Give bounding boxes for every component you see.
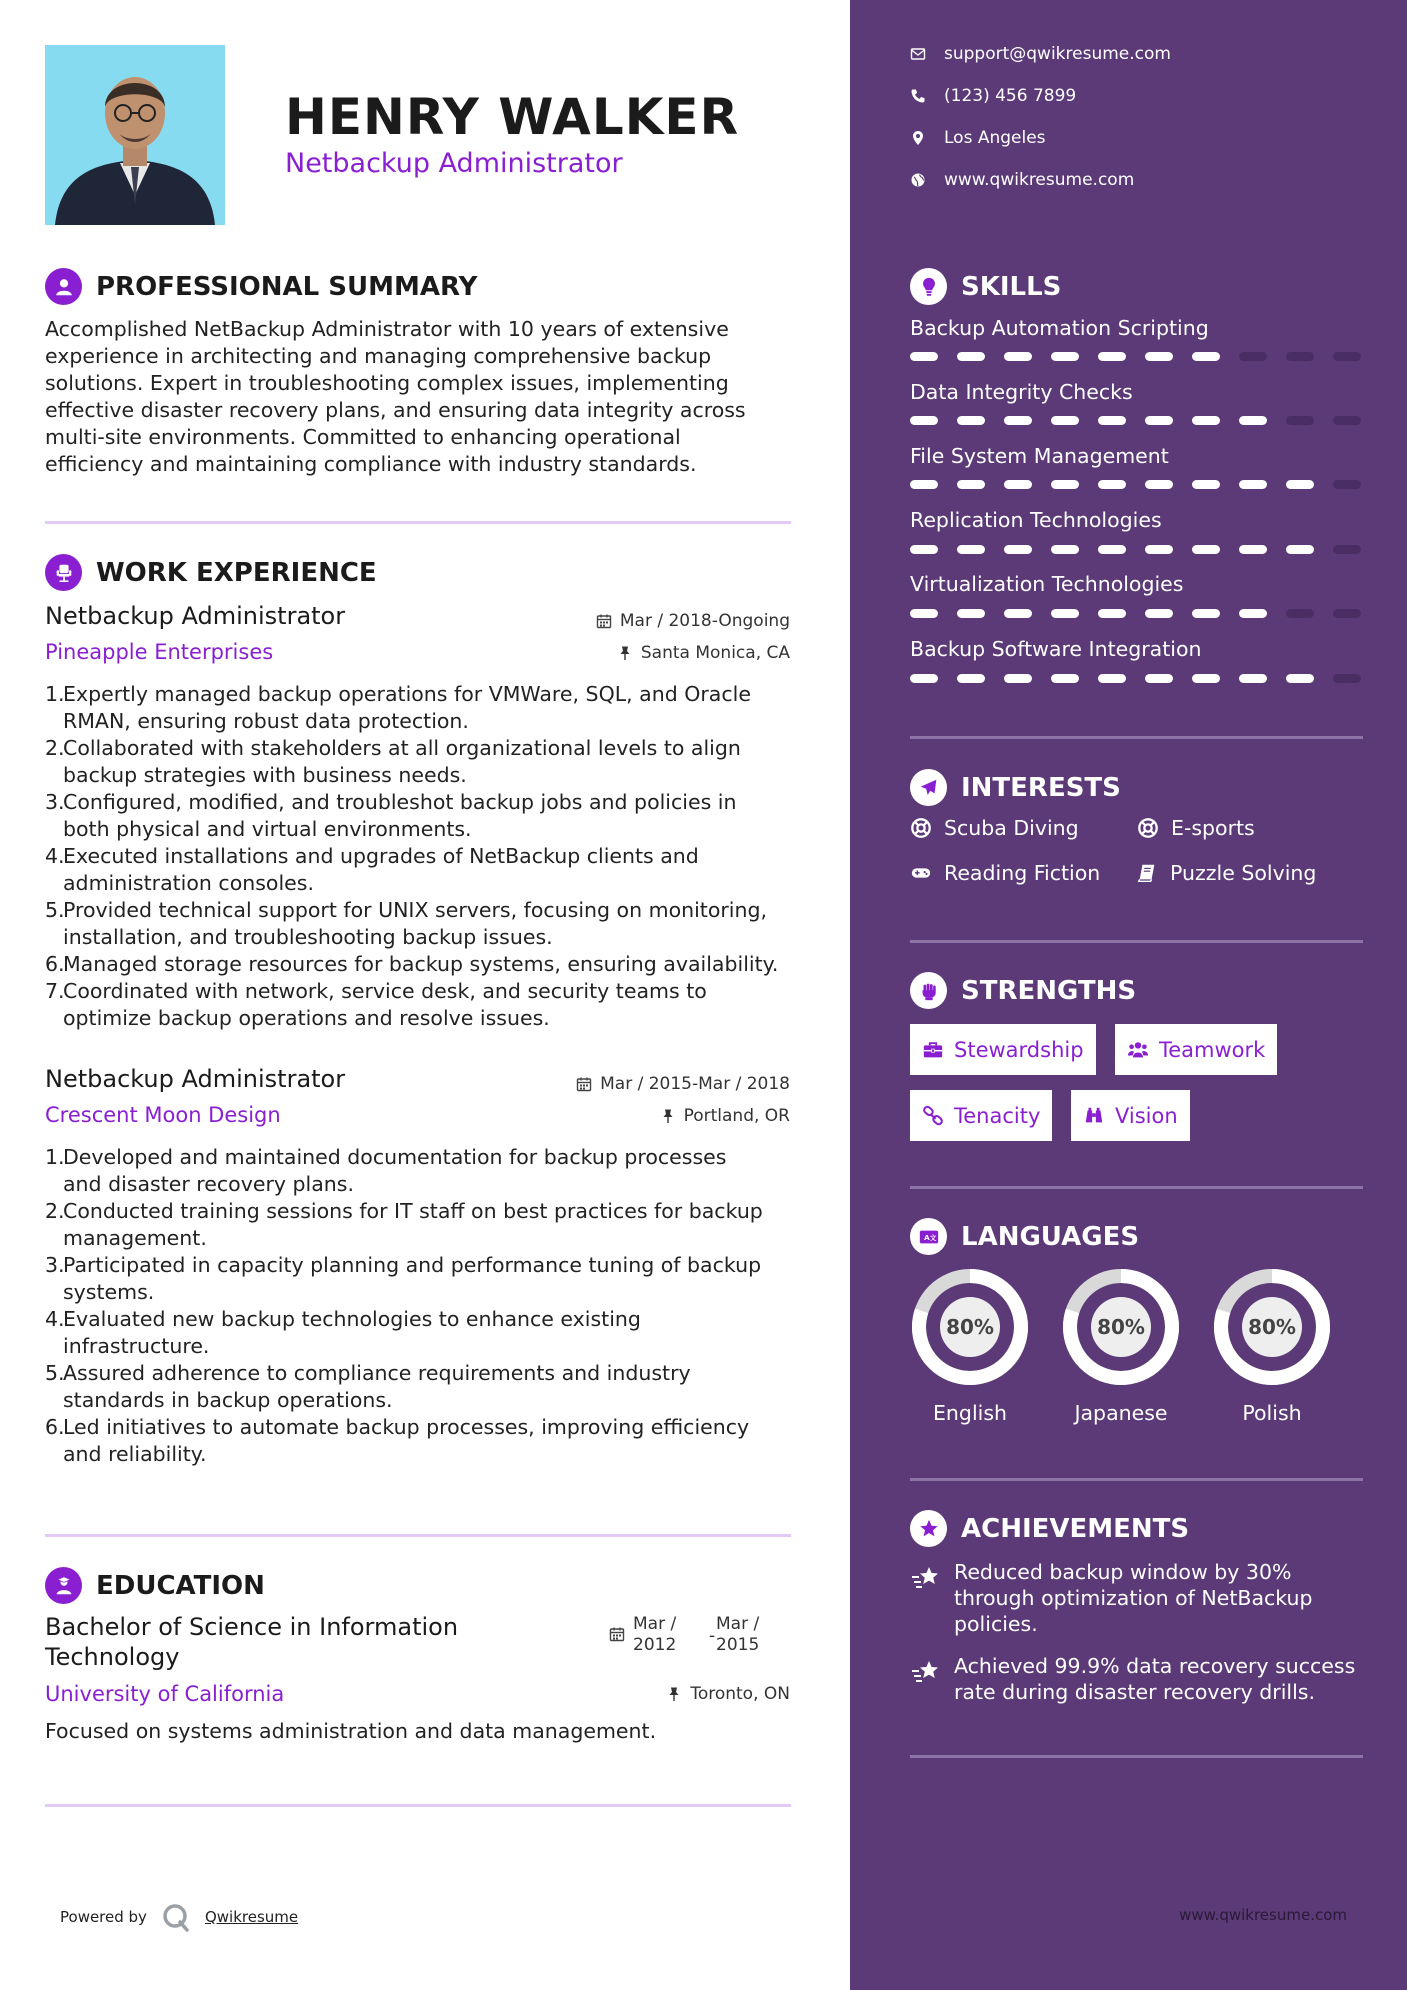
skill-dash-filled: [910, 609, 938, 618]
section-divider: [910, 1186, 1363, 1189]
skill-dash-filled: [1145, 480, 1173, 489]
skill-dash-filled: [1286, 674, 1314, 683]
strengths-heading: [910, 972, 1136, 1009]
skill-dash-filled: [910, 480, 938, 489]
skill-dash-filled: [1051, 416, 1079, 425]
book-icon: [1136, 862, 1158, 884]
interest-item: [910, 861, 1100, 885]
summary-title: PROFESSIONAL SUMMARY: [96, 271, 478, 302]
interest-label: Puzzle Solving: [1170, 861, 1317, 885]
list-item: 4. Executed installations and upgrades of NetBackup clients and administration consoles.: [45, 844, 699, 895]
job-date-text: Mar / 2018-Ongoing: [619, 611, 790, 631]
skill-dash-filled: [1286, 480, 1314, 489]
skill-level: [910, 545, 1361, 554]
education-end-date: Mar / 2015: [716, 1614, 760, 1655]
skill-dash-empty: [1333, 352, 1361, 361]
summary-line: Accomplished NetBackup Administrator with 10 years of extensive: [45, 317, 729, 341]
list-item: 3. Configured, modified, and troubleshot backup jobs and policies in both physical and virtual environments.: [45, 790, 737, 841]
strength-label: Vision: [1115, 1103, 1178, 1128]
skill-dash-filled: [1098, 352, 1126, 361]
sidebar: [850, 0, 1407, 1990]
strengths-title: STRENGTHS: [961, 975, 1137, 1006]
date-separator: -: [709, 1626, 716, 1646]
skill-level: [910, 609, 1361, 618]
skill-name: Backup Software Integration: [910, 637, 1202, 661]
pin-icon: [617, 645, 633, 661]
skill-dash-filled: [1098, 609, 1126, 618]
qwikresume-logo-icon: [161, 1902, 191, 1932]
contact-location-text: Los Angeles: [944, 128, 1046, 148]
skill-dash-empty: [1239, 352, 1267, 361]
envelope-icon: [910, 46, 926, 62]
lightbulb-icon: [910, 268, 947, 305]
language-item: [908, 1265, 1032, 1425]
summary-line: experience in architecting and managing comprehensive backup: [45, 344, 712, 368]
section-divider: [910, 1478, 1363, 1481]
list-item: 1. Developed and maintained documentation for backup processes and disaster recovery plans.: [45, 1145, 727, 1196]
skill-dash-filled: [1192, 416, 1220, 425]
experience-heading: [45, 554, 377, 591]
skill-dash-empty: [1333, 416, 1361, 425]
language-ring: [1210, 1265, 1334, 1389]
interest-label: Reading Fiction: [944, 861, 1101, 885]
section-divider: [45, 1534, 791, 1537]
skill-dash-filled: [957, 416, 985, 425]
contact-email-text: support@qwikresume.com: [944, 44, 1171, 64]
users-icon: [1127, 1039, 1149, 1061]
interest-label: E-sports: [1171, 816, 1255, 840]
company-name: Pineapple Enterprises: [45, 640, 274, 664]
skill-dash-filled: [957, 674, 985, 683]
binoculars-icon: [1083, 1105, 1105, 1127]
skill-dash-filled: [1239, 416, 1267, 425]
skill-level: [910, 352, 1361, 361]
qwikresume-link[interactable]: Qwikresume: [204, 1908, 299, 1926]
section-divider: [45, 521, 791, 524]
skill-dash-empty: [1333, 545, 1361, 554]
powered-by: [60, 1902, 298, 1932]
achievements-heading: [910, 1510, 1189, 1547]
skill-name: Data Integrity Checks: [910, 380, 1133, 404]
summary-heading: [45, 268, 477, 305]
skill-dash-filled: [1051, 352, 1079, 361]
skill-dash-filled: [1286, 545, 1314, 554]
list-item: 3. Participated in capacity planning and performance tuning of backup systems.: [45, 1253, 762, 1304]
job-responsibilities: [45, 1144, 805, 1468]
footer-site[interactable]: www.qwikresume.com: [1179, 1906, 1347, 1924]
skill-dash-filled: [1192, 545, 1220, 554]
skill-dash-filled: [1239, 674, 1267, 683]
skill-dash-filled: [1004, 480, 1032, 489]
skill-dash-empty: [1286, 609, 1314, 618]
job-date: [576, 1074, 790, 1094]
languages-title: LANGUAGES: [961, 1221, 1140, 1252]
skill-dash-filled: [1145, 674, 1173, 683]
skill-dash-empty: [1286, 416, 1314, 425]
skill-dash-filled: [1192, 352, 1220, 361]
skill-dash-filled: [1239, 545, 1267, 554]
skill-dash-filled: [1145, 416, 1173, 425]
list-item: 5. Assured adherence to compliance requirements and industry standards in backup operations.: [45, 1361, 691, 1412]
interest-item: [910, 816, 1079, 840]
interest-label: Scuba Diving: [944, 816, 1079, 840]
language-percent: 80%: [946, 1315, 994, 1339]
education-description: Focused on systems administration and data management.: [45, 1719, 657, 1743]
job-location-text: Portland, OR: [683, 1106, 790, 1126]
achievements-title: ACHIEVEMENTS: [961, 1513, 1190, 1544]
education-heading: [45, 1567, 265, 1604]
skill-dash-filled: [1192, 674, 1220, 683]
job-responsibilities: [45, 681, 805, 1032]
powered-by-label: Powered by: [60, 1908, 147, 1926]
link-icon: [922, 1105, 944, 1127]
summary-line: efficiency and maintaining compliance with industry standards.: [45, 452, 697, 476]
svg-text:A: A: [923, 1232, 930, 1242]
globe-icon: [910, 172, 926, 188]
shooting-star-icon: [910, 1657, 942, 1689]
skill-dash-filled: [1098, 674, 1126, 683]
gamepad-icon: [910, 862, 932, 884]
education-location: [666, 1684, 790, 1704]
list-item: 5. Provided technical support for UNIX servers, focusing on monitoring, installation, and troubleshooting backup issues.: [45, 898, 768, 949]
office-chair-icon: [45, 554, 82, 591]
language-percent: 80%: [1248, 1315, 1296, 1339]
contact-email[interactable]: [910, 44, 1171, 64]
user-icon: [45, 268, 82, 305]
skill-dash-filled: [957, 352, 985, 361]
contact-website-text: www.qwikresume.com: [944, 170, 1135, 190]
skill-dash-filled: [1051, 545, 1079, 554]
briefcase-icon: [922, 1039, 944, 1061]
list-item: 7. Coordinated with network, service desk, and security teams to optimize backup operations and resolve issues.: [45, 979, 707, 1030]
skill-dash-filled: [1192, 609, 1220, 618]
skill-dash-filled: [1098, 545, 1126, 554]
skill-dash-filled: [1239, 609, 1267, 618]
strength-tag: [910, 1024, 1096, 1075]
language-name: Polish: [1242, 1401, 1302, 1425]
interest-item: [1137, 816, 1255, 840]
language-percent: 80%: [1097, 1315, 1145, 1339]
candidate-name: HENRY WALKER: [285, 88, 740, 146]
language-name: Japanese: [1074, 1401, 1168, 1425]
skill-dash-empty: [1333, 609, 1361, 618]
strength-tag: [1115, 1024, 1277, 1075]
summary-line: effective disaster recovery plans, and ensuring data integrity across: [45, 398, 746, 422]
list-item: 6. Led initiatives to automate backup processes, improving efficiency and reliability.: [45, 1415, 750, 1466]
skill-dash-filled: [1004, 545, 1032, 554]
skill-dash-filled: [957, 545, 985, 554]
list-item: 2. Collaborated with stakeholders at all organizational levels to align backup strategies with business needs.: [45, 736, 741, 787]
skills-title: SKILLS: [961, 271, 1062, 302]
section-divider: [45, 1804, 791, 1807]
language-name: English: [932, 1401, 1008, 1425]
experience-title: WORK EXPERIENCE: [96, 557, 377, 588]
phone-icon: [910, 88, 926, 104]
skill-dash-filled: [1004, 352, 1032, 361]
fist-icon: [910, 972, 947, 1009]
skill-dash-filled: [910, 674, 938, 683]
star-badge-icon: [910, 1510, 947, 1547]
skill-dash-filled: [1098, 416, 1126, 425]
skill-name: Replication Technologies: [910, 508, 1162, 532]
education-location-text: Toronto, ON: [690, 1684, 790, 1704]
strength-tag: [910, 1090, 1052, 1141]
languages-heading: [910, 1218, 1139, 1255]
job-location: [660, 1106, 790, 1126]
skill-dash-filled: [957, 480, 985, 489]
language-item: [1210, 1265, 1334, 1425]
pin-icon: [666, 1686, 682, 1702]
skill-level: [910, 480, 1361, 489]
graduation-cap-icon: [45, 1567, 82, 1604]
strength-label: Stewardship: [954, 1037, 1084, 1062]
summary-line: multi-site environments. Committed to enhancing operational: [45, 425, 681, 449]
skill-name: Virtualization Technologies: [910, 572, 1184, 596]
skill-dash-filled: [1192, 480, 1220, 489]
skill-dash-empty: [1286, 352, 1314, 361]
calendar-icon: [596, 613, 612, 629]
summary-line: solutions. Expert in troubleshooting complex issues, implementing: [45, 371, 729, 395]
skill-level: [910, 416, 1361, 425]
language-icon: [910, 1218, 947, 1255]
contact-phone-text: (123) 456 7899: [944, 86, 1077, 106]
skill-dash-empty: [1333, 674, 1361, 683]
section-divider: [910, 1755, 1363, 1758]
job-location-text: Santa Monica, CA: [640, 643, 790, 663]
skill-dash-filled: [1098, 480, 1126, 489]
job-location: [617, 643, 790, 663]
map-marker-icon: [910, 130, 926, 146]
calendar-icon: [609, 1626, 625, 1642]
skill-dash-filled: [957, 609, 985, 618]
education-start-date: Mar / 2012: [633, 1614, 677, 1655]
education-title: EDUCATION: [96, 1570, 265, 1601]
calendar-icon: [576, 1076, 592, 1092]
degree-title: Bachelor of Science in Information Technology: [45, 1613, 459, 1671]
interest-item: [1136, 861, 1316, 885]
skills-heading: [910, 268, 1061, 305]
lifebuoy-icon: [1137, 817, 1159, 839]
profile-photo: [45, 45, 225, 225]
strength-tag: [1071, 1090, 1190, 1141]
job-title: Netbackup Administrator: [45, 1065, 346, 1093]
language-item: [1059, 1265, 1183, 1425]
skill-dash-filled: [1145, 352, 1173, 361]
school-name: University of California: [45, 1682, 285, 1706]
achievement-item: [910, 1559, 1370, 1637]
paper-plane-icon: [910, 769, 947, 806]
candidate-role: Netbackup Administrator: [285, 148, 623, 179]
skill-dash-filled: [1004, 416, 1032, 425]
strength-label: Teamwork: [1159, 1037, 1266, 1062]
skill-dash-filled: [1145, 545, 1173, 554]
skill-dash-filled: [1145, 609, 1173, 618]
skill-dash-filled: [1004, 674, 1032, 683]
strength-label: Tenacity: [954, 1103, 1041, 1128]
skill-dash-filled: [1051, 674, 1079, 683]
skill-dash-filled: [1004, 609, 1032, 618]
achievement-text: Reduced backup window by 30% through optimization of NetBackup policies.: [954, 1560, 1313, 1636]
job-date: [596, 611, 790, 631]
language-ring: [1059, 1265, 1183, 1389]
skill-dash-filled: [1239, 480, 1267, 489]
contact-website[interactable]: [910, 170, 1134, 190]
shooting-star-icon: [910, 1563, 942, 1595]
skill-dash-filled: [1051, 609, 1079, 618]
list-item: 4. Evaluated new backup technologies to enhance existing infrastructure.: [45, 1307, 641, 1358]
skill-dash-filled: [910, 416, 938, 425]
skill-name: Backup Automation Scripting: [910, 316, 1209, 340]
skill-name: File System Management: [910, 444, 1169, 468]
list-item: 1. Expertly managed backup operations for VMWare, SQL, and Oracle RMAN, ensuring robust data protection.: [45, 682, 751, 733]
contact-location: [910, 128, 1046, 148]
lifebuoy-icon: [910, 817, 932, 839]
interests-heading: [910, 769, 1121, 806]
list-item: 2. Conducted training sessions for IT staff on best practices for backup management.: [45, 1199, 763, 1250]
skill-dash-filled: [1051, 480, 1079, 489]
skill-dash-filled: [910, 352, 938, 361]
section-divider: [910, 940, 1363, 943]
achievement-item: [910, 1653, 1370, 1705]
achievement-text: Achieved 99.9% data recovery success rate during disaster recovery drills.: [954, 1654, 1356, 1704]
job-title: Netbackup Administrator: [45, 602, 346, 630]
list-item: 6. Managed storage resources for backup systems, ensuring availability.: [45, 952, 779, 976]
contact-phone[interactable]: [910, 86, 1076, 106]
avatar: [45, 45, 225, 225]
language-ring: [908, 1265, 1032, 1389]
skill-dash-filled: [910, 545, 938, 554]
pin-icon: [660, 1108, 676, 1124]
skill-level: [910, 674, 1361, 683]
svg-text:文: 文: [929, 1233, 936, 1242]
skill-dash-empty: [1333, 480, 1361, 489]
interests-title: INTERESTS: [961, 772, 1121, 803]
company-name: Crescent Moon Design: [45, 1103, 281, 1127]
summary-text: [45, 316, 805, 478]
section-divider: [910, 736, 1363, 739]
job-date-text: Mar / 2015-Mar / 2018: [600, 1074, 790, 1094]
